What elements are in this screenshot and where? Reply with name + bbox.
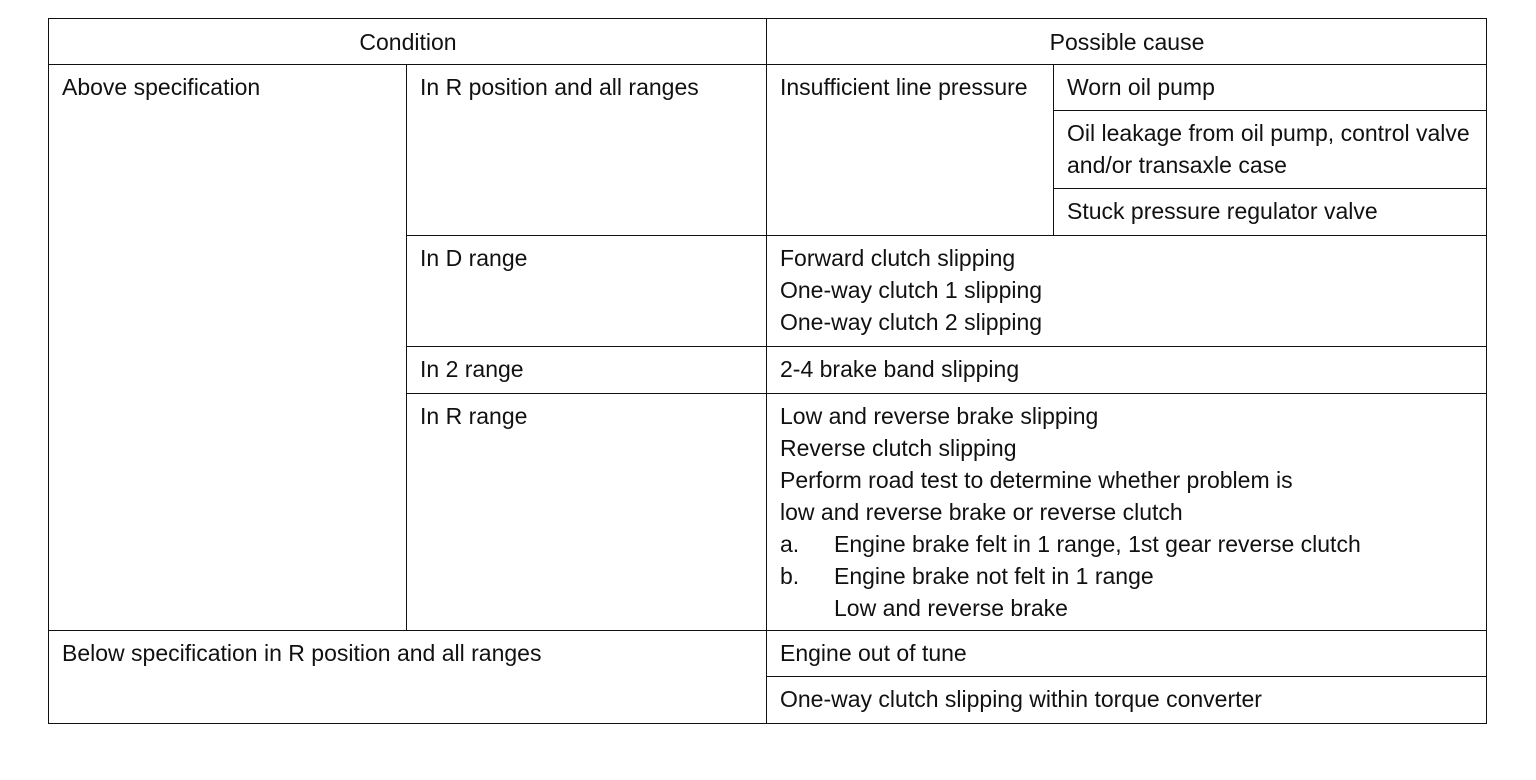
header-row	[49, 19, 1487, 65]
r-range-causes	[767, 394, 1487, 631]
d-range-causes	[767, 236, 1487, 347]
troubleshooting-table	[48, 18, 1487, 724]
insufficient-line-pressure: Insufficient line pressure	[767, 65, 1054, 236]
above-spec-cell: Above specification	[49, 65, 407, 631]
item-text: Engine brake felt in 1 range, 1st gear reverse clutch	[834, 531, 1361, 557]
possible-cause-header: Possible cause	[767, 19, 1487, 65]
condition-header: Condition	[49, 19, 767, 65]
list-item-b	[780, 560, 1474, 624]
cause-one-way-clutch-converter: One-way clutch slipping within torque converter	[767, 677, 1487, 724]
cause-line: low and reverse brake or reverse clutch	[780, 499, 1183, 525]
cause-line: One-way clutch 2 slipping	[780, 309, 1043, 335]
two-range-condition: In 2 range	[407, 347, 767, 394]
item-subtext: Low and reverse brake	[834, 595, 1068, 621]
cause-stuck-regulator: Stuck pressure regulator valve	[1054, 189, 1487, 236]
r-range-condition: In R range	[407, 394, 767, 631]
two-range-cause: 2-4 brake band slipping	[767, 347, 1487, 394]
cause-oil-leakage: Oil leakage from oil pump, control valve and/or transaxle case	[1054, 111, 1487, 189]
cause-line: Forward clutch slipping	[780, 245, 1016, 271]
cause-line: Perform road test to determine whether problem is	[780, 467, 1293, 493]
list-item-a	[780, 528, 1474, 560]
table-row	[49, 65, 1487, 111]
d-range-condition: In D range	[407, 236, 767, 347]
cause-worn-oil-pump: Worn oil pump	[1054, 65, 1487, 111]
item-text: Engine brake not felt in 1 range	[834, 563, 1154, 589]
below-spec-condition: Below specification in R position and all ranges	[49, 631, 767, 724]
cause-engine-out-of-tune: Engine out of tune	[767, 631, 1487, 677]
cause-line: One-way clutch 1 slipping	[780, 277, 1043, 303]
r-position-condition: In R position and all ranges	[407, 65, 767, 236]
item-letter: a.	[780, 531, 800, 557]
table-row	[49, 631, 1487, 677]
cause-line: Reverse clutch slipping	[780, 435, 1017, 461]
cause-line: Low and reverse brake slipping	[780, 403, 1099, 429]
item-letter: b.	[780, 563, 800, 589]
